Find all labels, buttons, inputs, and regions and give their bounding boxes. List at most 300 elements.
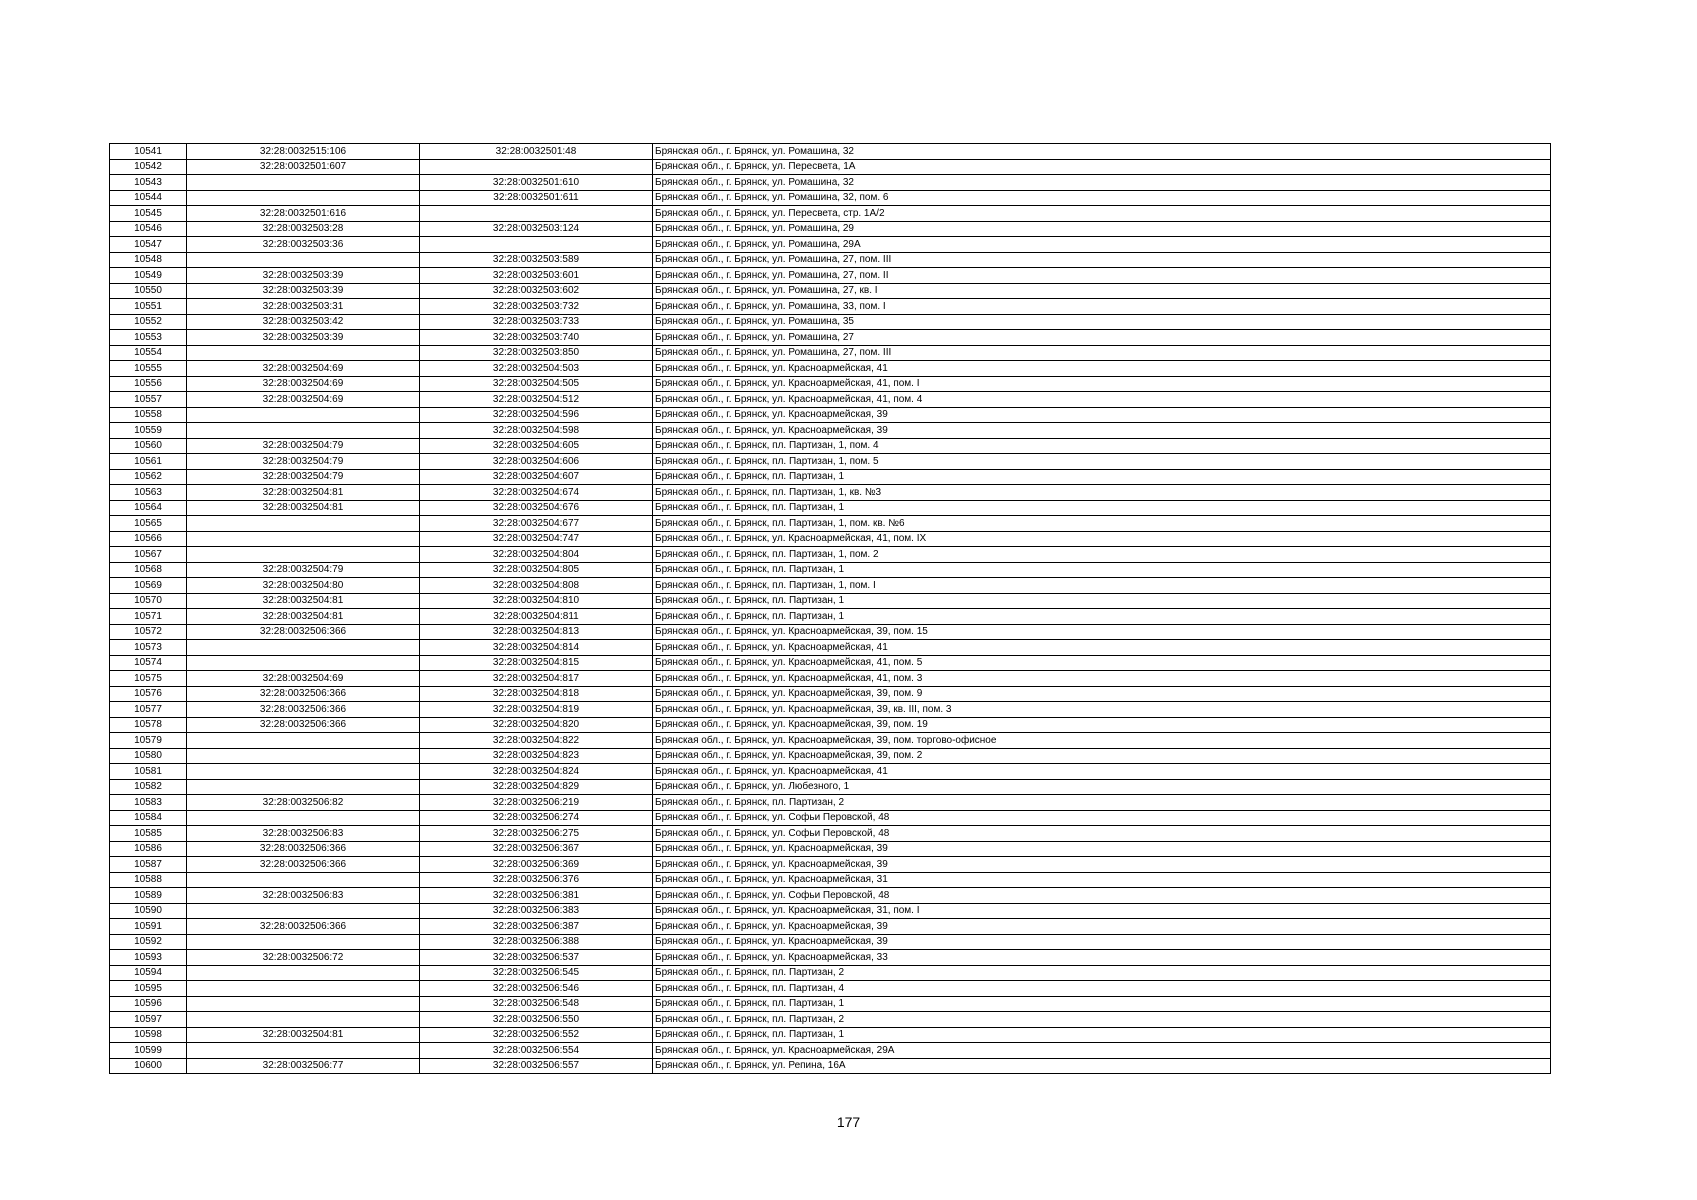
table-row [110, 934, 1551, 950]
address-cell: Брянская обл., г. Брянск, пл. Партизан, 1 [653, 609, 1551, 625]
object-cadastral-number-cell: 32:28:0032504:817 [420, 671, 653, 687]
row-number-cell: 10549 [110, 268, 187, 284]
cadastral-number-cell: 32:28:0032506:366 [187, 841, 420, 857]
object-cadastral-number-cell: 32:28:0032504:605 [420, 438, 653, 454]
cadastral-number-cell: 32:28:0032506:366 [187, 919, 420, 935]
address-cell: Брянская обл., г. Брянск, пл. Партизан, 2 [653, 1012, 1551, 1028]
table-row [110, 407, 1551, 423]
row-number-cell: 10544 [110, 190, 187, 206]
cadastral-number-cell [187, 981, 420, 997]
cadastral-number-cell: 32:28:0032501:616 [187, 206, 420, 222]
table-row [110, 965, 1551, 981]
row-number-cell: 10560 [110, 438, 187, 454]
address-cell: Брянская обл., г. Брянск, ул. Пересвета, 1А [653, 159, 1551, 175]
cadastral-number-cell [187, 1012, 420, 1028]
table-row [110, 872, 1551, 888]
object-cadastral-number-cell: 32:28:0032506:381 [420, 888, 653, 904]
table-row [110, 361, 1551, 377]
object-cadastral-number-cell: 32:28:0032504:606 [420, 454, 653, 470]
cadastral-number-cell: 32:28:0032503:42 [187, 314, 420, 330]
table-row [110, 717, 1551, 733]
address-cell: Брянская обл., г. Брянск, ул. Ромашина, 29 [653, 221, 1551, 237]
cadastral-number-cell: 32:28:0032506:366 [187, 686, 420, 702]
object-cadastral-number-cell: 32:28:0032504:503 [420, 361, 653, 377]
address-cell: Брянская обл., г. Брянск, ул. Софьи Перовской, 48 [653, 888, 1551, 904]
row-number-cell: 10592 [110, 934, 187, 950]
row-number-cell: 10568 [110, 562, 187, 578]
object-cadastral-number-cell: 32:28:0032504:818 [420, 686, 653, 702]
address-cell: Брянская обл., г. Брянск, пл. Партизан, 1 [653, 469, 1551, 485]
row-number-cell: 10575 [110, 671, 187, 687]
address-cell: Брянская обл., г. Брянск, ул. Ромашина, 32 [653, 144, 1551, 160]
table-row [110, 144, 1551, 160]
object-cadastral-number-cell: 32:28:0032504:805 [420, 562, 653, 578]
address-cell: Брянская обл., г. Брянск, ул. Красноармейская, 41, пом. 5 [653, 655, 1551, 671]
object-cadastral-number-cell: 32:28:0032503:124 [420, 221, 653, 237]
cadastral-number-cell [187, 748, 420, 764]
table-row [110, 733, 1551, 749]
object-cadastral-number-cell: 32:28:0032504:674 [420, 485, 653, 501]
row-number-cell: 10577 [110, 702, 187, 718]
row-number-cell: 10589 [110, 888, 187, 904]
table-row [110, 252, 1551, 268]
table-row [110, 516, 1551, 532]
address-cell: Брянская обл., г. Брянск, пл. Партизан, 1, кв. №3 [653, 485, 1551, 501]
address-cell: Брянская обл., г. Брянск, ул. Красноармейская, 41 [653, 764, 1551, 780]
object-cadastral-number-cell: 32:28:0032503:589 [420, 252, 653, 268]
cadastral-number-cell: 32:28:0032506:366 [187, 717, 420, 733]
cadastral-number-cell [187, 516, 420, 532]
address-cell: Брянская обл., г. Брянск, пл. Партизан, 1 [653, 562, 1551, 578]
object-cadastral-number-cell: 32:28:0032504:676 [420, 500, 653, 516]
cadastral-number-cell: 32:28:0032506:366 [187, 857, 420, 873]
cadastral-number-cell: 32:28:0032503:39 [187, 283, 420, 299]
object-cadastral-number-cell: 32:28:0032506:546 [420, 981, 653, 997]
table-row [110, 686, 1551, 702]
row-number-cell: 10595 [110, 981, 187, 997]
table-row [110, 330, 1551, 346]
cadastral-number-cell: 32:28:0032504:79 [187, 438, 420, 454]
row-number-cell: 10543 [110, 175, 187, 191]
object-cadastral-number-cell: 32:28:0032503:601 [420, 268, 653, 284]
row-number-cell: 10581 [110, 764, 187, 780]
object-cadastral-number-cell: 32:28:0032506:274 [420, 810, 653, 826]
object-cadastral-number-cell: 32:28:0032503:732 [420, 299, 653, 315]
address-cell: Брянская обл., г. Брянск, ул. Софьи Перовской, 48 [653, 826, 1551, 842]
table-row [110, 655, 1551, 671]
table-row [110, 314, 1551, 330]
row-number-cell: 10600 [110, 1058, 187, 1074]
cadastral-number-cell: 32:28:0032506:83 [187, 826, 420, 842]
address-cell: Брянская обл., г. Брянск, ул. Ромашина, 35 [653, 314, 1551, 330]
cadastral-number-cell [187, 252, 420, 268]
address-cell: Брянская обл., г. Брянск, ул. Красноармейская, 41 [653, 361, 1551, 377]
object-cadastral-number-cell: 32:28:0032506:545 [420, 965, 653, 981]
address-cell: Брянская обл., г. Брянск, ул. Ромашина, 29А [653, 237, 1551, 253]
table-row [110, 454, 1551, 470]
row-number-cell: 10558 [110, 407, 187, 423]
object-cadastral-number-cell: 32:28:0032506:367 [420, 841, 653, 857]
address-cell: Брянская обл., г. Брянск, пл. Партизан, 1 [653, 996, 1551, 1012]
row-number-cell: 10569 [110, 578, 187, 594]
row-number-cell: 10588 [110, 872, 187, 888]
cadastral-number-cell: 32:28:0032504:81 [187, 593, 420, 609]
row-number-cell: 10542 [110, 159, 187, 175]
object-cadastral-number-cell: 32:28:0032506:554 [420, 1043, 653, 1059]
cadastral-number-cell [187, 407, 420, 423]
row-number-cell: 10586 [110, 841, 187, 857]
table-row [110, 810, 1551, 826]
row-number-cell: 10587 [110, 857, 187, 873]
row-number-cell: 10591 [110, 919, 187, 935]
row-number-cell: 10573 [110, 640, 187, 656]
object-cadastral-number-cell: 32:28:0032506:369 [420, 857, 653, 873]
row-number-cell: 10555 [110, 361, 187, 377]
object-cadastral-number-cell: 32:28:0032506:388 [420, 934, 653, 950]
table-row [110, 283, 1551, 299]
row-number-cell: 10572 [110, 624, 187, 640]
row-number-cell: 10570 [110, 593, 187, 609]
address-cell: Брянская обл., г. Брянск, пл. Партизан, 1, пом. 5 [653, 454, 1551, 470]
address-cell: Брянская обл., г. Брянск, ул. Ромашина, 27 [653, 330, 1551, 346]
address-cell: Брянская обл., г. Брянск, ул. Ромашина, 27, пом. III [653, 252, 1551, 268]
registry-table-body [110, 144, 1551, 1074]
row-number-cell: 10594 [110, 965, 187, 981]
object-cadastral-number-cell: 32:28:0032506:548 [420, 996, 653, 1012]
table-row [110, 1058, 1551, 1074]
cadastral-number-cell: 32:28:0032504:81 [187, 485, 420, 501]
row-number-cell: 10551 [110, 299, 187, 315]
cadastral-number-cell [187, 965, 420, 981]
table-row [110, 500, 1551, 516]
row-number-cell: 10559 [110, 423, 187, 439]
address-cell: Брянская обл., г. Брянск, пл. Партизан, 1, пом. кв. №6 [653, 516, 1551, 532]
address-cell: Брянская обл., г. Брянск, пл. Партизан, 4 [653, 981, 1551, 997]
row-number-cell: 10562 [110, 469, 187, 485]
cadastral-number-cell: 32:28:0032515:106 [187, 144, 420, 160]
row-number-cell: 10576 [110, 686, 187, 702]
address-cell: Брянская обл., г. Брянск, ул. Ромашина, 32 [653, 175, 1551, 191]
table-row [110, 376, 1551, 392]
table-row [110, 438, 1551, 454]
address-cell: Брянская обл., г. Брянск, ул. Красноармейская, 39, пом. 15 [653, 624, 1551, 640]
address-cell: Брянская обл., г. Брянск, пл. Партизан, 1 [653, 500, 1551, 516]
row-number-cell: 10597 [110, 1012, 187, 1028]
table-row [110, 299, 1551, 315]
address-cell: Брянская обл., г. Брянск, пл. Партизан, 1 [653, 593, 1551, 609]
row-number-cell: 10541 [110, 144, 187, 160]
cadastral-number-cell: 32:28:0032504:69 [187, 671, 420, 687]
cadastral-number-cell: 32:28:0032504:79 [187, 562, 420, 578]
registry-table [109, 143, 1551, 1074]
table-row [110, 190, 1551, 206]
object-cadastral-number-cell: 32:28:0032501:611 [420, 190, 653, 206]
row-number-cell: 10546 [110, 221, 187, 237]
object-cadastral-number-cell: 32:28:0032504:824 [420, 764, 653, 780]
object-cadastral-number-cell: 32:28:0032504:607 [420, 469, 653, 485]
object-cadastral-number-cell: 32:28:0032501:610 [420, 175, 653, 191]
object-cadastral-number-cell: 32:28:0032503:740 [420, 330, 653, 346]
row-number-cell: 10563 [110, 485, 187, 501]
row-number-cell: 10593 [110, 950, 187, 966]
row-number-cell: 10548 [110, 252, 187, 268]
cadastral-number-cell [187, 996, 420, 1012]
cadastral-number-cell: 32:28:0032506:366 [187, 702, 420, 718]
address-cell: Брянская обл., г. Брянск, ул. Красноармейская, 39, пом. 2 [653, 748, 1551, 764]
object-cadastral-number-cell: 32:28:0032504:814 [420, 640, 653, 656]
row-number-cell: 10567 [110, 547, 187, 563]
address-cell: Брянская обл., г. Брянск, ул. Красноармейская, 39 [653, 919, 1551, 935]
table-row [110, 841, 1551, 857]
table-row [110, 826, 1551, 842]
cadastral-number-cell: 32:28:0032506:77 [187, 1058, 420, 1074]
table-row [110, 221, 1551, 237]
row-number-cell: 10583 [110, 795, 187, 811]
cadastral-number-cell [187, 903, 420, 919]
object-cadastral-number-cell: 32:28:0032506:376 [420, 872, 653, 888]
cadastral-number-cell [187, 810, 420, 826]
object-cadastral-number-cell: 32:28:0032504:829 [420, 779, 653, 795]
cadastral-number-cell: 32:28:0032504:79 [187, 454, 420, 470]
cadastral-number-cell: 32:28:0032506:72 [187, 950, 420, 966]
cadastral-number-cell [187, 640, 420, 656]
address-cell: Брянская обл., г. Брянск, ул. Ромашина, 27, пом. II [653, 268, 1551, 284]
cadastral-number-cell: 32:28:0032503:39 [187, 330, 420, 346]
object-cadastral-number-cell: 32:28:0032506:387 [420, 919, 653, 935]
cadastral-number-cell: 32:28:0032503:36 [187, 237, 420, 253]
address-cell: Брянская обл., г. Брянск, пл. Партизан, 2 [653, 965, 1551, 981]
row-number-cell: 10580 [110, 748, 187, 764]
cadastral-number-cell: 32:28:0032501:607 [187, 159, 420, 175]
object-cadastral-number-cell: 32:28:0032503:602 [420, 283, 653, 299]
table-row [110, 981, 1551, 997]
cadastral-number-cell: 32:28:0032504:81 [187, 500, 420, 516]
address-cell: Брянская обл., г. Брянск, ул. Красноармейская, 41, пом. 3 [653, 671, 1551, 687]
table-row [110, 702, 1551, 718]
object-cadastral-number-cell: 32:28:0032504:596 [420, 407, 653, 423]
table-row [110, 950, 1551, 966]
row-number-cell: 10545 [110, 206, 187, 222]
cadastral-number-cell [187, 345, 420, 361]
address-cell: Брянская обл., г. Брянск, ул. Красноармейская, 39 [653, 934, 1551, 950]
object-cadastral-number-cell: 32:28:0032501:48 [420, 144, 653, 160]
address-cell: Брянская обл., г. Брянск, ул. Красноармейская, 39 [653, 857, 1551, 873]
table-row [110, 237, 1551, 253]
object-cadastral-number-cell: 32:28:0032504:512 [420, 392, 653, 408]
cadastral-number-cell: 32:28:0032504:81 [187, 609, 420, 625]
cadastral-number-cell: 32:28:0032503:31 [187, 299, 420, 315]
table-row [110, 640, 1551, 656]
row-number-cell: 10564 [110, 500, 187, 516]
address-cell: Брянская обл., г. Брянск, ул. Красноармейская, 41, пом. IX [653, 531, 1551, 547]
address-cell: Брянская обл., г. Брянск, ул. Красноармейская, 39, кв. III, пом. 3 [653, 702, 1551, 718]
object-cadastral-number-cell: 32:28:0032504:823 [420, 748, 653, 764]
row-number-cell: 10556 [110, 376, 187, 392]
table-row [110, 624, 1551, 640]
row-number-cell: 10571 [110, 609, 187, 625]
row-number-cell: 10547 [110, 237, 187, 253]
object-cadastral-number-cell: 32:28:0032503:850 [420, 345, 653, 361]
cadastral-number-cell: 32:28:0032504:80 [187, 578, 420, 594]
table-row [110, 671, 1551, 687]
object-cadastral-number-cell: 32:28:0032504:804 [420, 547, 653, 563]
address-cell: Брянская обл., г. Брянск, пл. Партизан, 1 [653, 1027, 1551, 1043]
table-row [110, 996, 1551, 1012]
row-number-cell: 10598 [110, 1027, 187, 1043]
object-cadastral-number-cell: 32:28:0032504:810 [420, 593, 653, 609]
table-row [110, 531, 1551, 547]
cadastral-number-cell: 32:28:0032504:79 [187, 469, 420, 485]
object-cadastral-number-cell: 32:28:0032504:598 [420, 423, 653, 439]
cadastral-number-cell: 32:28:0032503:28 [187, 221, 420, 237]
object-cadastral-number-cell: 32:28:0032504:822 [420, 733, 653, 749]
row-number-cell: 10565 [110, 516, 187, 532]
table-row [110, 1012, 1551, 1028]
cadastral-number-cell [187, 934, 420, 950]
table-row [110, 392, 1551, 408]
table-row [110, 562, 1551, 578]
cadastral-number-cell [187, 531, 420, 547]
object-cadastral-number-cell: 32:28:0032503:733 [420, 314, 653, 330]
table-row [110, 345, 1551, 361]
row-number-cell: 10554 [110, 345, 187, 361]
address-cell: Брянская обл., г. Брянск, ул. Красноармейская, 41 [653, 640, 1551, 656]
table-row [110, 469, 1551, 485]
object-cadastral-number-cell [420, 159, 653, 175]
object-cadastral-number-cell: 32:28:0032504:677 [420, 516, 653, 532]
object-cadastral-number-cell: 32:28:0032504:505 [420, 376, 653, 392]
object-cadastral-number-cell: 32:28:0032504:811 [420, 609, 653, 625]
cadastral-number-cell [187, 779, 420, 795]
row-number-cell: 10557 [110, 392, 187, 408]
cadastral-number-cell [187, 547, 420, 563]
row-number-cell: 10566 [110, 531, 187, 547]
object-cadastral-number-cell: 32:28:0032506:537 [420, 950, 653, 966]
table-row [110, 609, 1551, 625]
address-cell: Брянская обл., г. Брянск, ул. Репина, 16А [653, 1058, 1551, 1074]
table-row [110, 159, 1551, 175]
table-row [110, 779, 1551, 795]
cadastral-number-cell [187, 1043, 420, 1059]
object-cadastral-number-cell: 32:28:0032504:820 [420, 717, 653, 733]
row-number-cell: 10553 [110, 330, 187, 346]
object-cadastral-number-cell: 32:28:0032506:383 [420, 903, 653, 919]
cadastral-number-cell: 32:28:0032504:69 [187, 376, 420, 392]
address-cell: Брянская обл., г. Брянск, ул. Пересвета, стр. 1А/2 [653, 206, 1551, 222]
cadastral-number-cell [187, 655, 420, 671]
table-row [110, 423, 1551, 439]
row-number-cell: 10596 [110, 996, 187, 1012]
cadastral-number-cell [187, 872, 420, 888]
row-number-cell: 10578 [110, 717, 187, 733]
table-row [110, 888, 1551, 904]
address-cell: Брянская обл., г. Брянск, ул. Ромашина, 27, кв. I [653, 283, 1551, 299]
cadastral-number-cell: 32:28:0032503:39 [187, 268, 420, 284]
row-number-cell: 10585 [110, 826, 187, 842]
cadastral-number-cell: 32:28:0032504:81 [187, 1027, 420, 1043]
row-number-cell: 10574 [110, 655, 187, 671]
address-cell: Брянская обл., г. Брянск, ул. Красноармейская, 41, пом. I [653, 376, 1551, 392]
cadastral-number-cell [187, 764, 420, 780]
row-number-cell: 10552 [110, 314, 187, 330]
table-row [110, 903, 1551, 919]
row-number-cell: 10561 [110, 454, 187, 470]
address-cell: Брянская обл., г. Брянск, ул. Красноармейская, 41, пом. 4 [653, 392, 1551, 408]
address-cell: Брянская обл., г. Брянск, ул. Красноармейская, 31 [653, 872, 1551, 888]
cadastral-number-cell: 32:28:0032506:83 [187, 888, 420, 904]
address-cell: Брянская обл., г. Брянск, ул. Красноармейская, 31, пом. I [653, 903, 1551, 919]
cadastral-number-cell [187, 175, 420, 191]
address-cell: Брянская обл., г. Брянск, пл. Партизан, 1, пом. 2 [653, 547, 1551, 563]
address-cell: Брянская обл., г. Брянск, ул. Красноармейская, 39, пом. торгово-офисное [653, 733, 1551, 749]
address-cell: Брянская обл., г. Брянск, ул. Красноармейская, 39 [653, 407, 1551, 423]
row-number-cell: 10550 [110, 283, 187, 299]
table-row [110, 175, 1551, 191]
table-row [110, 748, 1551, 764]
address-cell: Брянская обл., г. Брянск, пл. Партизан, 2 [653, 795, 1551, 811]
row-number-cell: 10599 [110, 1043, 187, 1059]
address-cell: Брянская обл., г. Брянск, ул. Ромашина, 33, пом. I [653, 299, 1551, 315]
cadastral-number-cell [187, 733, 420, 749]
page-number: 177 [836, 1114, 861, 1130]
address-cell: Брянская обл., г. Брянск, ул. Любезного, 1 [653, 779, 1551, 795]
row-number-cell: 10579 [110, 733, 187, 749]
row-number-cell: 10582 [110, 779, 187, 795]
cadastral-number-cell [187, 190, 420, 206]
address-cell: Брянская обл., г. Брянск, ул. Ромашина, 27, пом. III [653, 345, 1551, 361]
object-cadastral-number-cell: 32:28:0032504:815 [420, 655, 653, 671]
row-number-cell: 10584 [110, 810, 187, 826]
address-cell: Брянская обл., г. Брянск, ул. Красноармейская, 39, пом. 9 [653, 686, 1551, 702]
cadastral-number-cell: 32:28:0032504:69 [187, 361, 420, 377]
table-row [110, 268, 1551, 284]
object-cadastral-number-cell: 32:28:0032504:813 [420, 624, 653, 640]
cadastral-number-cell [187, 423, 420, 439]
object-cadastral-number-cell: 32:28:0032506:219 [420, 795, 653, 811]
table-row [110, 795, 1551, 811]
address-cell: Брянская обл., г. Брянск, ул. Красноармейская, 33 [653, 950, 1551, 966]
object-cadastral-number-cell: 32:28:0032506:552 [420, 1027, 653, 1043]
object-cadastral-number-cell: 32:28:0032504:747 [420, 531, 653, 547]
table-row [110, 919, 1551, 935]
object-cadastral-number-cell [420, 206, 653, 222]
object-cadastral-number-cell: 32:28:0032506:557 [420, 1058, 653, 1074]
table-row [110, 1027, 1551, 1043]
table-row [110, 578, 1551, 594]
object-cadastral-number-cell: 32:28:0032506:275 [420, 826, 653, 842]
address-cell: Брянская обл., г. Брянск, ул. Софьи Перовской, 48 [653, 810, 1551, 826]
address-cell: Брянская обл., г. Брянск, ул. Красноармейская, 39 [653, 423, 1551, 439]
address-cell: Брянская обл., г. Брянск, пл. Партизан, 1, пом. I [653, 578, 1551, 594]
object-cadastral-number-cell: 32:28:0032504:819 [420, 702, 653, 718]
address-cell: Брянская обл., г. Брянск, ул. Ромашина, 32, пом. 6 [653, 190, 1551, 206]
table-row [110, 1043, 1551, 1059]
address-cell: Брянская обл., г. Брянск, ул. Красноармейская, 39 [653, 841, 1551, 857]
cadastral-number-cell: 32:28:0032506:82 [187, 795, 420, 811]
address-cell: Брянская обл., г. Брянск, ул. Красноармейская, 29А [653, 1043, 1551, 1059]
object-cadastral-number-cell: 32:28:0032504:808 [420, 578, 653, 594]
table-row [110, 547, 1551, 563]
cadastral-number-cell: 32:28:0032504:69 [187, 392, 420, 408]
table-row [110, 485, 1551, 501]
table-row [110, 764, 1551, 780]
address-cell: Брянская обл., г. Брянск, пл. Партизан, 1, пом. 4 [653, 438, 1551, 454]
address-cell: Брянская обл., г. Брянск, ул. Красноармейская, 39, пом. 19 [653, 717, 1551, 733]
table-row [110, 593, 1551, 609]
table-row [110, 206, 1551, 222]
object-cadastral-number-cell: 32:28:0032506:550 [420, 1012, 653, 1028]
cadastral-number-cell: 32:28:0032506:366 [187, 624, 420, 640]
